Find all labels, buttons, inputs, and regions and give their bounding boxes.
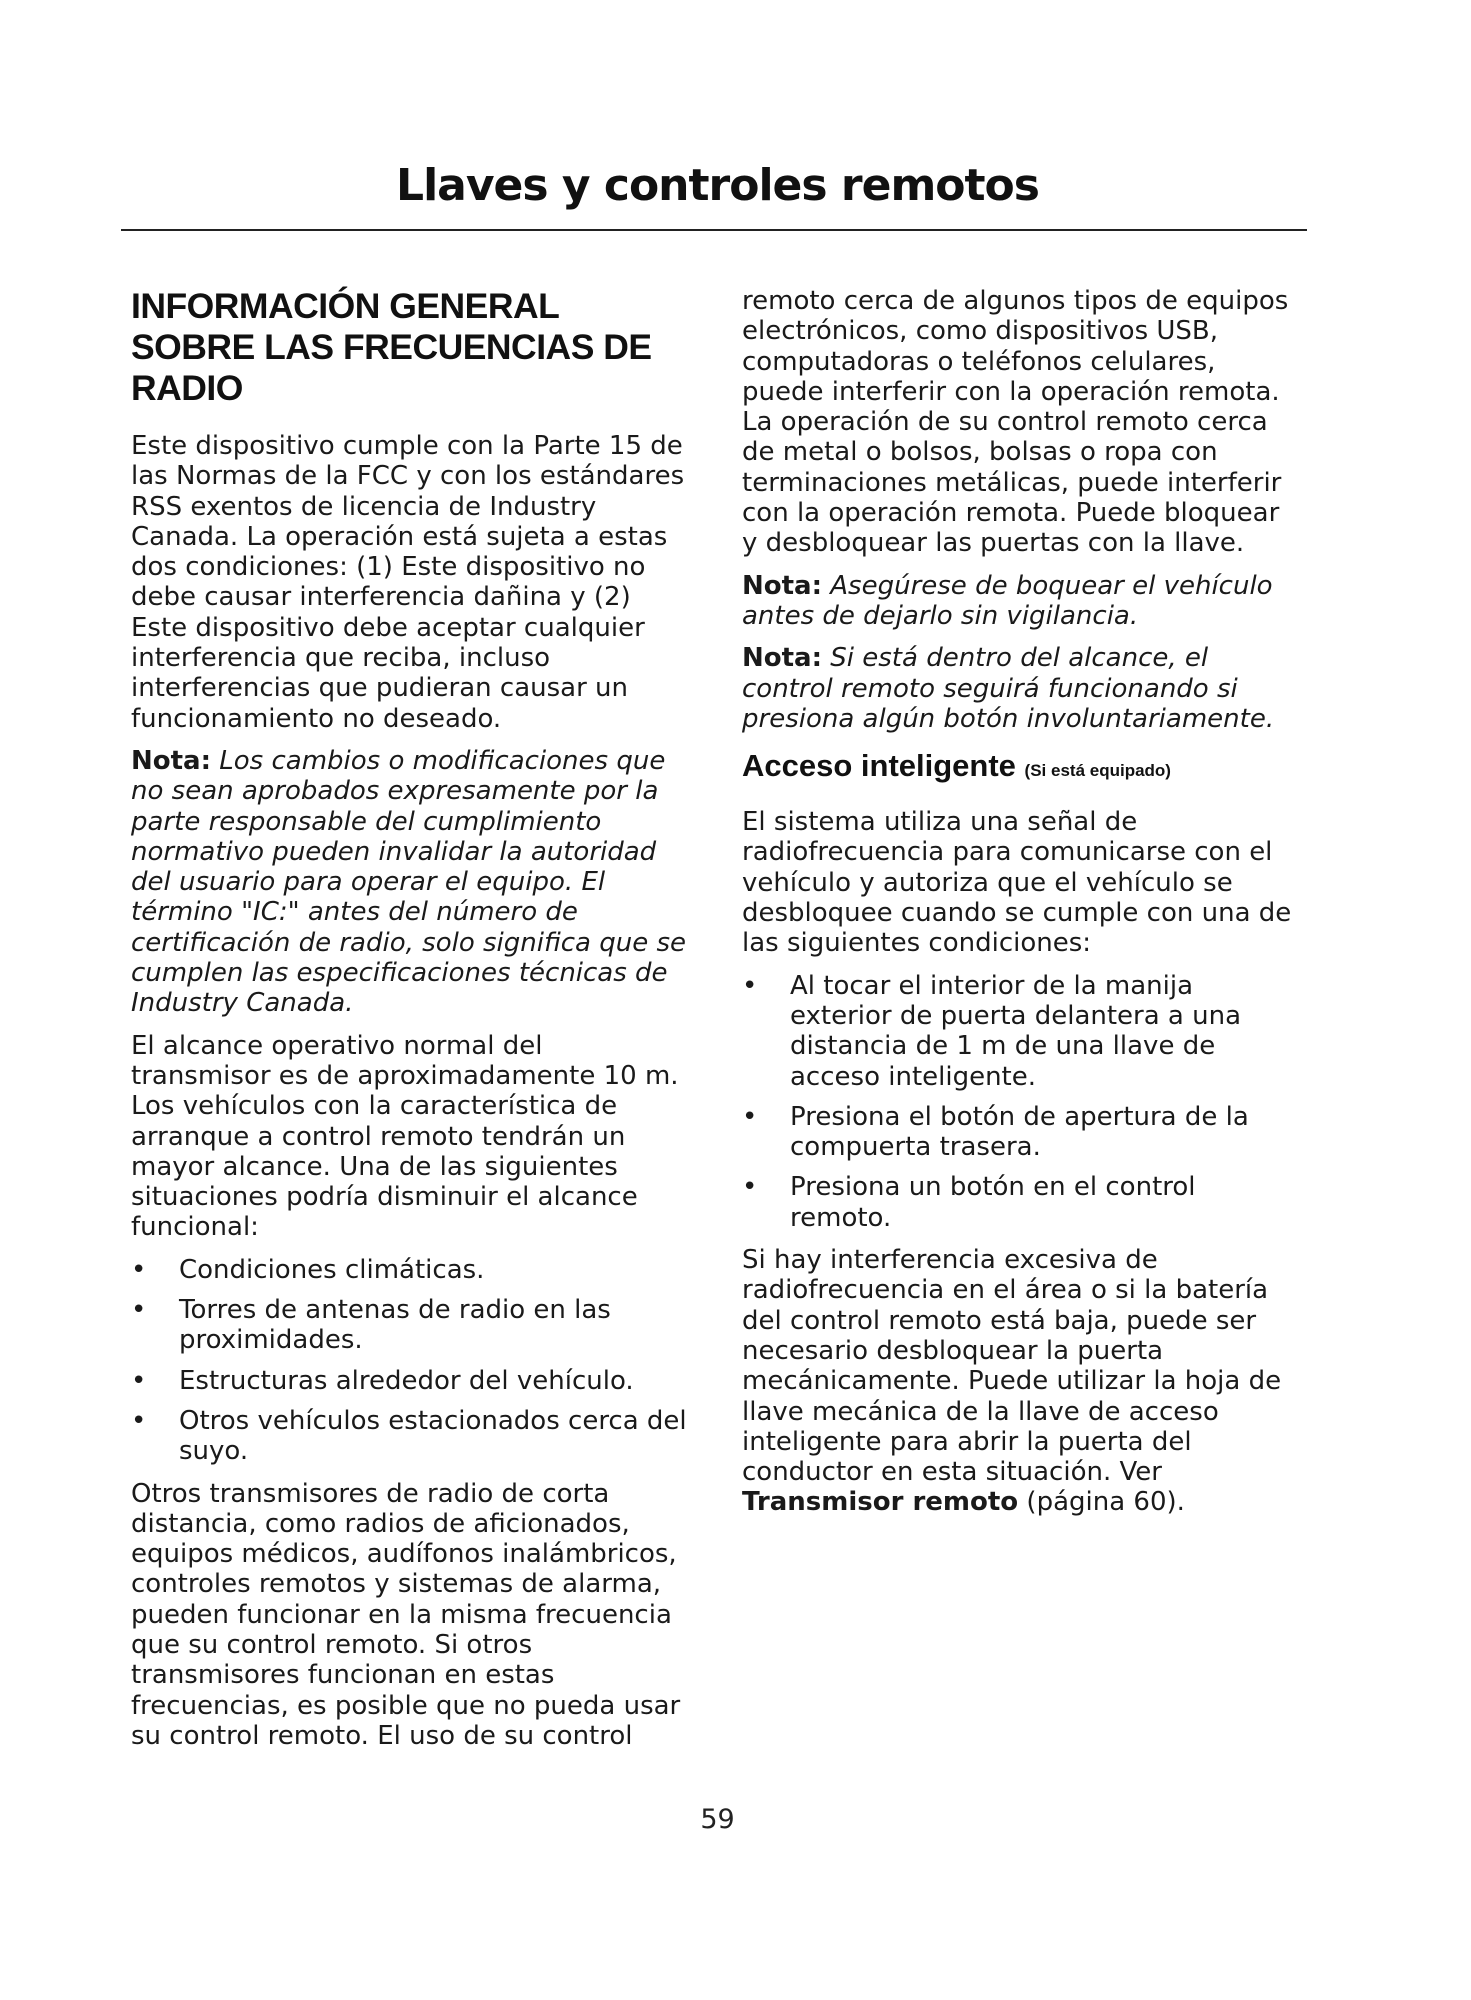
note-label: Nota: bbox=[742, 643, 822, 674]
bullet-icon: • bbox=[131, 1254, 147, 1285]
continued-paragraph: remoto cerca de algunos tipos de equipos electrónicos, como dispositivos USB, computadoras o teléfonos celulares, puede interferir con la operación remota. La operación de su control remoto cerca de metal o bolsos, bolsas o ropa con terminaciones metálicas, puede interferir con la operación remota. Puede bloquear y desbloquear las puertas con la llave. bbox=[742, 286, 1289, 559]
note-text: Los cambios o modificaciones que no sean aprobados expresamente por la parte responsable del cumplimiento normativo pueden invalidar la autoridad del usuario para operar el equipo. El término "IC:" antes del número de certificación de radio, solo significa que se cumplen las especificaciones técnicas de Industry Canada. bbox=[131, 745, 687, 1019]
page-number: 59 bbox=[700, 1804, 735, 1835]
bullet-icon: • bbox=[742, 1172, 758, 1203]
note-text: Asegúrese de boquear el vehículo antes de dejarlo sin vigilancia. bbox=[742, 570, 1273, 631]
equipped-qualifier: (Si está equipado) bbox=[1024, 761, 1171, 781]
cross-reference-page: (página 60). bbox=[1026, 1487, 1185, 1518]
note-modifications bbox=[131, 746, 689, 1019]
right-column bbox=[742, 286, 1300, 1530]
section-heading: INFORMACIÓN GENERAL SOBRE LAS FRECUENCIAS DE RADIO bbox=[131, 286, 652, 408]
interference-paragraph: Si hay interferencia excesiva de radiofrecuencia en el área o si la batería del control remoto está baja, puede ser necesario desbloquear la puerta mecánicamente. Puede utilizar la hoja de llave mecánica de la llave de acceso inteligente para abrir la puerta del conductor en esta situación. Ver Transmisor remoto (página 60). bbox=[742, 1245, 1282, 1518]
bullet-icon: • bbox=[742, 1101, 758, 1132]
range-paragraph: El alcance operativo normal del transmisor es de aproximadamente 10 m. Los vehículos con la característica de arranque a control remoto tendrán un mayor alcance. Una de las siguientes situaciones podría disminuir el alcance funcional: bbox=[131, 1030, 679, 1243]
bullet-icon: • bbox=[131, 1405, 147, 1436]
list-item: • Condiciones climáticas. bbox=[131, 1254, 485, 1285]
subsection-title: Acceso inteligente bbox=[742, 748, 1016, 784]
title-divider bbox=[121, 229, 1307, 231]
cross-reference-link[interactable]: Transmisor remoto bbox=[742, 1487, 1019, 1518]
note-text: Si está dentro del alcance, el control remoto seguirá funcionando si presiona algún botón involuntariamente. bbox=[742, 643, 1275, 734]
list-item: • Presiona el botón de apertura de la compuerta trasera. bbox=[742, 1101, 1249, 1163]
other-transmitters-paragraph: Otros transmisores de radio de corta distancia, como radios de aficionados, equipos médicos, audífonos inalámbricos, controles remotos y sistemas de alarma, pueden funcionar en la misma frecuencia que su control remoto. Si otros transmisores funcionan en estas frecuencias, es posible que no pueda usar su control remoto. El uso de su control bbox=[131, 1478, 681, 1751]
page-title: Llaves y controles remotos bbox=[396, 160, 1039, 211]
list-item: • Estructuras alrededor del vehículo. bbox=[131, 1365, 634, 1396]
note-lock-vehicle bbox=[742, 571, 1300, 632]
list-item: • Otros vehículos estacionados cerca del suyo. bbox=[131, 1405, 687, 1467]
list-item: • Al tocar el interior de la manija exterior de puerta delantera a una distancia de 1 m de una llave de acceso inteligente. bbox=[742, 970, 1242, 1092]
bullet-icon: • bbox=[131, 1295, 147, 1326]
list-item: • Torres de antenas de radio en las proximidades. bbox=[131, 1295, 611, 1356]
range-factors-list bbox=[131, 1255, 689, 1467]
smart-access-paragraph: El sistema utiliza una señal de radiofrecuencia para comunicarse con el vehículo y autoriza que el vehículo se desbloquee cuando se cumple con una de las siguientes condiciones: bbox=[742, 807, 1292, 959]
fcc-compliance-paragraph: Este dispositivo cumple con la Parte 15 de las Normas de la FCC y con los estándares RSS exentos de licencia de Industry Canada. La operación está sujeta a estas dos condiciones: (1) Este dispositivo no debe causar interferencia dañina y (2) Este dispositivo debe aceptar cualquier interferencia que reciba, incluso interferencias que pudieran causar un funcionamiento no deseado. bbox=[131, 431, 685, 734]
note-range-buttons bbox=[742, 643, 1300, 734]
note-label: Nota: bbox=[742, 570, 822, 601]
unlock-conditions-list bbox=[742, 971, 1300, 1233]
subsection-heading bbox=[742, 748, 1300, 789]
bullet-icon: • bbox=[131, 1365, 147, 1396]
left-column bbox=[131, 286, 689, 1763]
note-label: Nota: bbox=[131, 745, 211, 776]
bullet-icon: • bbox=[742, 970, 758, 1001]
list-item: • Presiona un botón en el control remoto. bbox=[742, 1172, 1196, 1233]
